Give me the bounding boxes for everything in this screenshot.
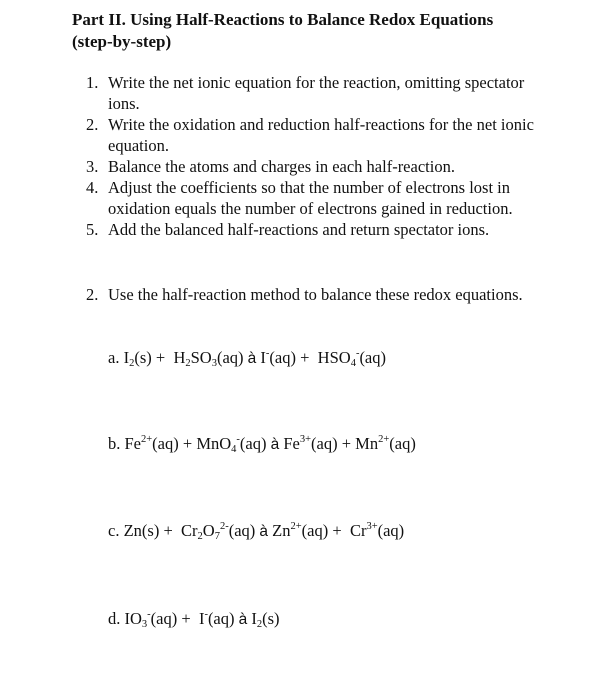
equation-b bbox=[108, 433, 416, 455]
reaction-arrow: à bbox=[270, 436, 280, 453]
step-number: 3. bbox=[86, 157, 99, 176]
reaction-arrow: à bbox=[238, 611, 248, 628]
plus-sign: + bbox=[181, 609, 191, 628]
reaction-arrow: à bbox=[247, 350, 257, 367]
species: MnO$_4$-(aq) bbox=[196, 434, 267, 455]
species: I-(aq) bbox=[198, 609, 235, 628]
species: $Fe^{3+}(aq)$ bbox=[283, 434, 338, 453]
species: $I_2(s)$ bbox=[251, 609, 280, 630]
step-item bbox=[86, 72, 556, 114]
species: $Cr^{3+}(aq)$ bbox=[349, 521, 405, 540]
question-number: 2. bbox=[86, 285, 99, 304]
title-line-1: Part II. Using Half-Reactions to Balance Redox Equations bbox=[72, 10, 494, 29]
species: $Fe^{2+}(aq)$ bbox=[124, 434, 179, 453]
equation-c bbox=[108, 520, 404, 542]
species: $Zn^{2+}(aq)$ bbox=[272, 521, 329, 540]
step-text: Adjust the coefficients so that the number of electrons lost in oxidation equals the number of electrons gained in reduction. bbox=[108, 178, 513, 218]
step-number: 5. bbox=[86, 220, 99, 239]
plus-sign: + bbox=[332, 521, 342, 540]
step-item bbox=[86, 114, 556, 156]
species: $H_2SO_3(aq)$ bbox=[173, 348, 244, 369]
steps-list bbox=[86, 72, 556, 240]
equation-label: b. bbox=[108, 434, 121, 453]
step-number: 2. bbox=[86, 115, 99, 134]
step-number: 4. bbox=[86, 178, 99, 197]
equation-label: a. bbox=[108, 348, 120, 367]
step-text: Add the balanced half-reactions and return spectator ions. bbox=[108, 220, 490, 239]
plus-sign: + bbox=[182, 434, 193, 453]
equation-label: c. bbox=[108, 521, 120, 540]
species: Zn(s) bbox=[123, 521, 160, 540]
species: $Mn^{2+}(aq)$ bbox=[355, 434, 416, 453]
plus-sign: + bbox=[300, 348, 310, 367]
species: I-(aq) bbox=[260, 348, 296, 367]
equation-d bbox=[108, 608, 280, 630]
step-text: Write the oxidation and reduction half-reactions for the net ionic equation. bbox=[108, 115, 534, 155]
step-text: Balance the atoms and charges in each half-reaction. bbox=[108, 157, 455, 176]
species: $IO_3^-(aq)$ bbox=[124, 609, 178, 630]
question-2 bbox=[86, 284, 556, 305]
equation-a bbox=[108, 347, 386, 369]
plus-sign: + bbox=[341, 434, 352, 453]
title-line-2: (step-by-step) bbox=[72, 32, 172, 51]
page-title bbox=[72, 9, 592, 53]
step-item bbox=[86, 219, 556, 240]
step-item bbox=[86, 177, 556, 219]
plus-sign: + bbox=[163, 521, 173, 540]
species: $I_2(s)$ bbox=[123, 348, 152, 369]
reaction-arrow: à bbox=[259, 523, 269, 540]
plus-sign: + bbox=[155, 348, 166, 367]
equation-label: d. bbox=[108, 609, 121, 628]
question-text: Use the half-reaction method to balance these redox equations. bbox=[108, 285, 523, 304]
species: $HSO_4^-(aq)$ bbox=[317, 348, 387, 369]
species: $Cr_2O_7^{2-}(aq)$ bbox=[181, 521, 256, 542]
step-text: Write the net ionic equation for the reaction, omitting spectator ions. bbox=[108, 73, 525, 113]
step-item bbox=[86, 156, 556, 177]
step-number: 1. bbox=[86, 73, 99, 92]
